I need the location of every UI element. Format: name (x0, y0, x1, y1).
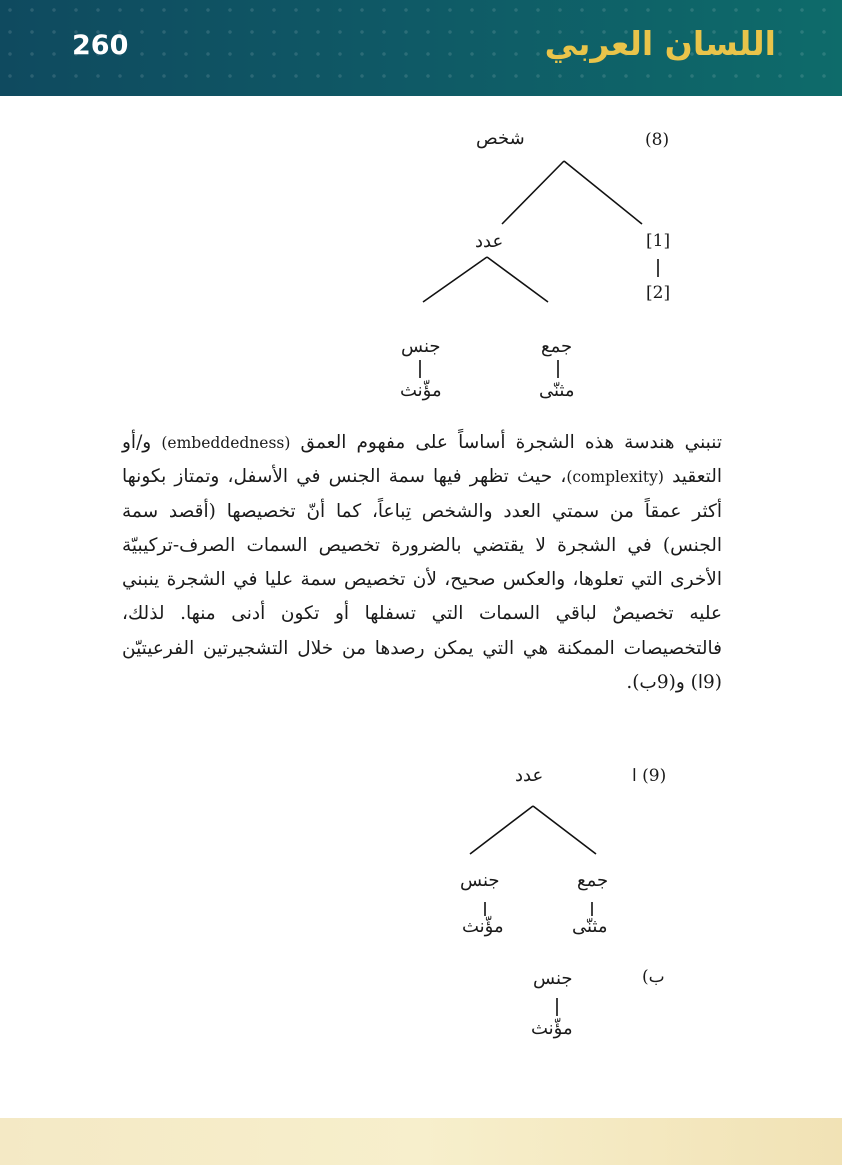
fig9a-root: عدد (515, 765, 544, 786)
fig8-root: شخص (476, 128, 525, 149)
fig9a-edge-root-right (533, 806, 596, 854)
term-embeddedness: (embeddedness) (161, 434, 291, 452)
fig9a-left-branch: جنس (460, 870, 500, 891)
page-footer (0, 1118, 842, 1165)
fig8-bracket-1: [1] (646, 231, 671, 251)
body-paragraph (122, 426, 722, 700)
paragraph-part-3: و/أو التعقيد (122, 432, 722, 488)
paragraph-part-5: ، حيث تظهر فيها سمة الجنس في الأسفل، وتمتاز بكونها أكثر عمقاً من سمتي العدد والشخص تِباعاً، كما أنّ تخصيصها (أقصد سمة الجنس) في الشجرة لا يقتضي بالضرورة تخصيص السمات الصرف-تركيبيّة الأخرى التي تعلوها، والعكس صحيح، لأن تخصيص سمة عليا في الشجرة ينبني عليه تخصيصٌ لباقي السمات التي تسفلها أو تكون أدنى منها. لذلك، فالتخصيصات الممكنة هي التي يمكن رصدها من خلال التشجيرتين الفرعيتيّن (9ا) و(9ب). (122, 466, 722, 694)
fig8-right-branch: جمع (541, 336, 573, 357)
fig9a-right-leaf: مثنّى (572, 916, 608, 937)
paragraph-part-1: تنبني هندسة هذه الشجرة أساساً على مفهوم العمق (300, 432, 722, 453)
journal-logo: اللسان العربي (544, 24, 776, 63)
fig9a-right-branch: جمع (577, 870, 609, 891)
fig9b-label: ب) (642, 967, 665, 987)
fig8-edge-root-bracket (564, 161, 642, 224)
fig8-left-branch: جنس (401, 336, 441, 357)
fig8-right-leaf: مثنّى (539, 380, 575, 401)
fig8-edge-root-middle (502, 161, 564, 224)
fig8-edge-middle-right (487, 257, 548, 302)
fig9a-label: (9) ا (632, 766, 667, 786)
fig8-left-leaf: مؤّنث (400, 380, 442, 401)
fig9a-edge-root-left (470, 806, 533, 854)
paragraph-text (122, 426, 722, 700)
fig8-middle: عدد (475, 231, 504, 252)
term-complexity: (complexity) (566, 468, 664, 487)
fig8-edge-middle-left (423, 257, 487, 302)
page-number: 260 (72, 30, 129, 61)
fig8-bracket-2: [2] (646, 283, 671, 303)
fig8-label: (8) (645, 130, 670, 150)
fig9b-root: جنس (533, 968, 573, 989)
fig9a-left-leaf: مؤّنث (462, 916, 504, 937)
fig9b-leaf: مؤّنث (531, 1018, 573, 1039)
